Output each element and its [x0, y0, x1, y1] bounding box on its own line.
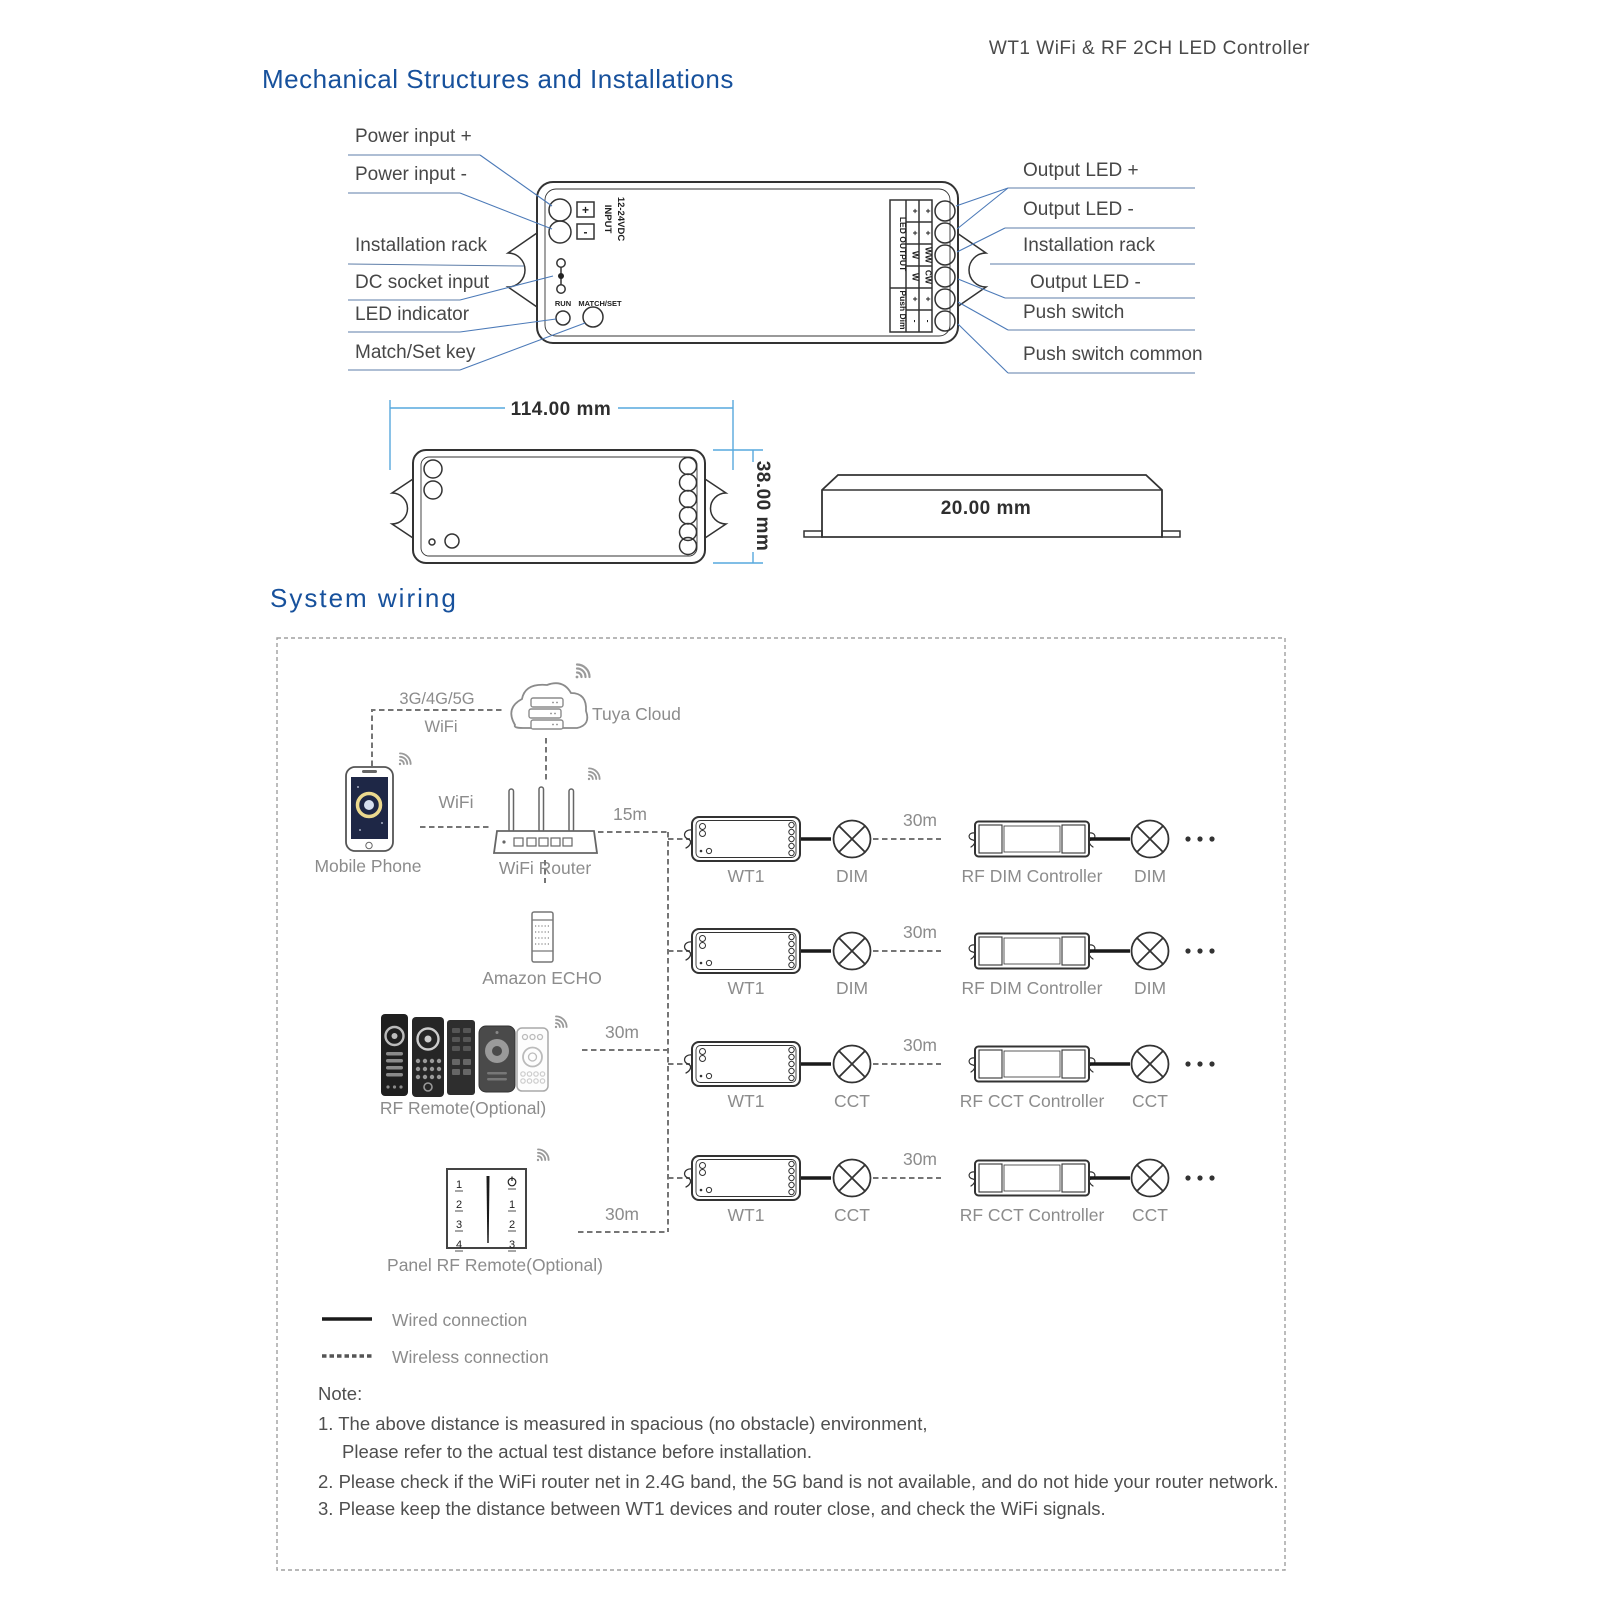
- wiring-row: [668, 1035, 1215, 1111]
- lamp-label: DIM: [1133, 978, 1167, 998]
- lamp-label: DIM: [835, 866, 869, 886]
- run-label: RUN: [554, 299, 572, 308]
- terminal-cell: WW: [923, 246, 934, 264]
- installation-ear-right: [957, 233, 986, 307]
- panel-key: 3: [455, 1219, 463, 1231]
- distance-label: 30m: [902, 1149, 938, 1169]
- panel-key: 2: [455, 1199, 463, 1211]
- legend: [322, 1310, 549, 1367]
- wt1-label: WT1: [727, 1091, 765, 1111]
- note-item: 2. Please check if the WiFi router net in 2.4G band, the 5G band is not available, and do not hide your router network.: [318, 1471, 1279, 1492]
- depth-dimension: 20.00 mm: [940, 498, 1032, 519]
- rf-controller-icon: [969, 1047, 1095, 1082]
- distance-label: 30m: [604, 1204, 640, 1224]
- amazon-echo-icon: [532, 912, 553, 962]
- section-title-wiring: System wiring: [270, 583, 458, 613]
- callout-label: Push switch common: [1023, 344, 1203, 365]
- controller-top-view: [508, 182, 986, 343]
- installation-ear-left: [508, 233, 537, 307]
- height-dimension: 38.00 mm: [752, 460, 773, 552]
- terminal-cell: +: [910, 230, 921, 236]
- panel-key: 2: [508, 1219, 516, 1231]
- lamp-icon: [1132, 933, 1169, 970]
- document-title: WT1 WiFi & RF 2CH LED Controller: [988, 38, 1310, 59]
- mobile-phone-icon: [346, 753, 411, 851]
- terminal-cell: W: [910, 250, 921, 260]
- controller-label: RF CCT Controller: [959, 1205, 1105, 1225]
- dimension-side-view: [804, 475, 1180, 537]
- controller-label: RF DIM Controller: [961, 978, 1103, 998]
- wiring-row: [668, 922, 1215, 998]
- lamp-icon: [834, 1160, 871, 1197]
- callout-label: Power input -: [355, 164, 467, 185]
- front-ear-right: [705, 479, 726, 538]
- lamp-icon: [834, 1046, 871, 1083]
- panel-key: 1: [455, 1179, 463, 1191]
- callout-label: DC socket input: [355, 272, 490, 293]
- led-output-label: LED OUTPUT: [898, 216, 908, 272]
- width-dimension: 114.00 mm: [510, 399, 612, 420]
- wt1-device-icon: [685, 1042, 800, 1086]
- section-title-mechanical: Mechanical Structures and Installations: [262, 64, 734, 94]
- note-item: 3. Please keep the distance between WT1 devices and router close, and check the WiFi signals.: [318, 1498, 1106, 1519]
- distance-label: 30m: [902, 1035, 938, 1055]
- mobile-phone-label: Mobile Phone: [314, 856, 422, 876]
- callout-label: Installation rack: [355, 235, 488, 256]
- lamp-label: DIM: [835, 978, 869, 998]
- wt1-device-icon: [685, 929, 800, 973]
- callout-label: Power input +: [355, 126, 472, 147]
- rf-remote-icons: [381, 1014, 567, 1097]
- rf-controller-icon: [969, 1161, 1095, 1196]
- wt1-device-icon: [685, 817, 800, 861]
- lamp-label: CCT: [834, 1091, 870, 1111]
- callout-label: LED indicator: [355, 304, 470, 325]
- right-callouts: [956, 160, 1203, 373]
- note-item: 1. The above distance is measured in spacious (no obstacle) environment,: [318, 1413, 928, 1434]
- terminal-cell: +: [923, 230, 934, 236]
- wt1-label: WT1: [727, 866, 765, 886]
- wt1-device-icon: [685, 1156, 800, 1200]
- terminal-cell: +: [923, 208, 934, 214]
- mechanical-diagram: [0, 0, 1600, 580]
- lamp-label: CCT: [1132, 1091, 1168, 1111]
- wt1-label: WT1: [727, 978, 765, 998]
- match-set-label: MATCH/SET: [578, 299, 622, 308]
- device-body: [537, 182, 958, 343]
- terminal-cell: +: [910, 208, 921, 214]
- callout-label: Installation rack: [1023, 235, 1156, 256]
- distance-label: 30m: [604, 1022, 640, 1042]
- terminal-cell: -: [910, 319, 921, 323]
- legend-wireless-label: Wireless connection: [392, 1347, 549, 1367]
- controller-label: RF DIM Controller: [961, 866, 1103, 886]
- distance-label: 15m: [612, 804, 648, 824]
- input-label: INPUT: [602, 204, 613, 234]
- network-wifi-label: WiFi: [424, 718, 458, 736]
- terminal-cell: W: [910, 272, 921, 282]
- minus-glyph: -: [583, 225, 588, 239]
- panel-rf-remote-label: Panel RF Remote(Optional): [387, 1255, 603, 1275]
- lamp-icon: [1132, 821, 1169, 858]
- lamp-icon: [834, 933, 871, 970]
- distance-label: 30m: [902, 922, 938, 942]
- lamp-icon: [834, 821, 871, 858]
- wifi-router-label: WiFi Router: [498, 858, 592, 878]
- tuya-cloud-icon: [511, 665, 589, 730]
- terminal-cell: +: [923, 296, 934, 302]
- plus-glyph: +: [581, 203, 590, 217]
- lamp-label: CCT: [1132, 1205, 1168, 1225]
- lamp-icon: [1132, 1160, 1169, 1197]
- panel-rf-remote-icon: [447, 1149, 549, 1251]
- front-ear-left: [392, 479, 413, 538]
- legend-wired-label: Wired connection: [392, 1310, 528, 1330]
- push-dim-label: Push Dim: [898, 290, 908, 330]
- panel-key: 1: [508, 1199, 516, 1211]
- terminal-cell: CW: [923, 269, 934, 285]
- callout-label: Output LED -: [1023, 199, 1134, 220]
- note-title: Note:: [318, 1383, 363, 1404]
- dimension-front-view: [390, 399, 773, 563]
- controller-label: RF CCT Controller: [959, 1091, 1105, 1111]
- callout-label: Match/Set key: [355, 342, 476, 363]
- wifi-router-icon: [494, 768, 600, 853]
- wiring-row: [668, 1149, 1215, 1225]
- lamp-icon: [1132, 1046, 1169, 1083]
- lamp-label: DIM: [1133, 866, 1167, 886]
- note-item: Please refer to the actual test distance before installation.: [342, 1441, 812, 1462]
- rf-remote-label: RF Remote(Optional): [379, 1098, 547, 1118]
- terminal-cell: +: [910, 296, 921, 302]
- wiring-row: [668, 810, 1215, 886]
- callout-label: Push switch: [1023, 302, 1125, 323]
- input-voltage-label: 12-24VDC: [615, 196, 626, 242]
- panel-key: 4: [455, 1239, 463, 1251]
- rf-controller-icon: [969, 822, 1095, 857]
- distance-label: 30m: [902, 810, 938, 830]
- amazon-echo-label: Amazon ECHO: [482, 968, 602, 988]
- callout-label: Output LED -: [1030, 272, 1141, 293]
- wt1-label: WT1: [727, 1205, 765, 1225]
- terminal-cell: -: [923, 319, 934, 323]
- wifi-link-label: WiFi: [438, 792, 474, 812]
- callout-label: Output LED +: [1023, 160, 1139, 181]
- network-type-label: 3G/4G/5G: [399, 690, 475, 708]
- tuya-cloud-label: Tuya Cloud: [592, 704, 681, 724]
- rf-controller-icon: [969, 934, 1095, 969]
- panel-key: 3: [508, 1239, 516, 1251]
- lamp-label: CCT: [834, 1205, 870, 1225]
